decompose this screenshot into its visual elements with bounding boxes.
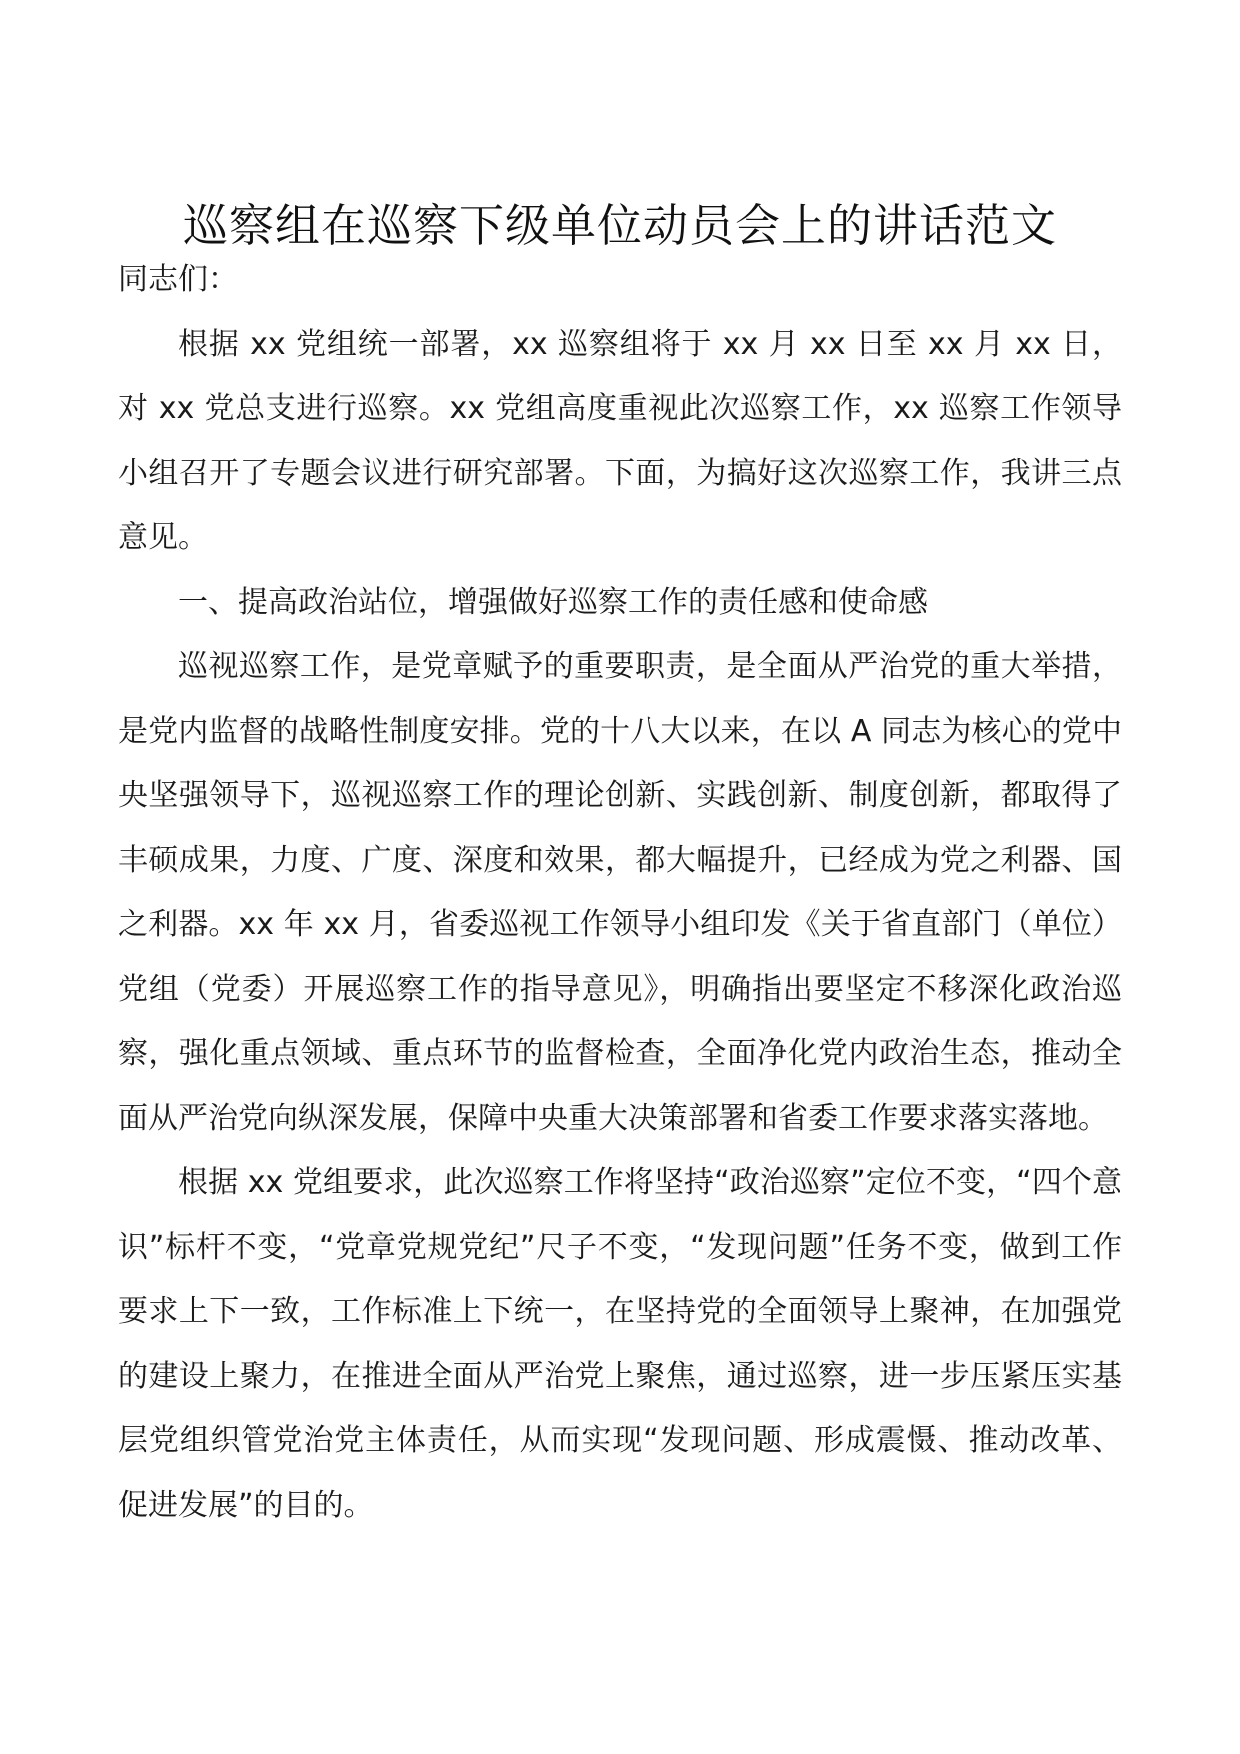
document-title: 巡察组在巡察下级单位动员会上的讲话范文 (182, 199, 1057, 252)
paragraph-section-1-body: 巡视巡察工作，是党章赋予的重要职责，是全面从严治党的重大举措，是党内监督的战略性制度安排。党的十八大以来，在以 A 同志为核心的党中央坚强领导下，巡视巡察工作的理论创新、实践创新、制度创新，都取得了丰硕成果，力度、广度、深度和效果，都大幅提升，已经成为党之利器、国之利器。xx 年 xx 月，省委巡视工作领导小组印发《关于省直部门（单位）党组（党委）开展巡察工作的指导意见》，明确指出要坚定不移深化政治巡察，强化重点领域、重点环节的监督检查，全面净化党内政治生态，推动全面从严治党向纵深发展，保障中央重大决策部署和省委工作要求落实落地。 (118, 649, 1123, 1136)
paragraph-intro: 根据 xx 党组统一部署，xx 巡察组将于 xx 月 xx 日至 xx 月 xx 日，对 xx 党总支进行巡察。xx 党组高度重视此次巡察工作，xx 巡察工作领导小组召开了专题会议进行研究部署。下面，为搞好这次巡察工作，我讲三点意见。 (118, 326, 1122, 555)
paragraph-section-1-requirements: 根据 xx 党组要求，此次巡察工作将坚持“政治巡察”定位不变，“四个意识”标杆不变，“党章党规党纪”尺子不变，“发现问题”任务不变，做到工作要求上下一致，工作标准上下统一，在坚持党的全面领导上聚神，在加强党的建设上聚力，在推进全面从严治党上聚焦，通过巡察，进一步压紧压实基层党组织管党治党主体责任，从而实现“发现问题、形成震慑、推动改革、促进发展”的目的。 (118, 1165, 1122, 1523)
document-body (118, 248, 1122, 1538)
salutation: 同志们： (118, 262, 238, 297)
section-heading-1: 一、提高政治站位，增强做好巡察工作的责任感和使命感 (178, 584, 928, 620)
